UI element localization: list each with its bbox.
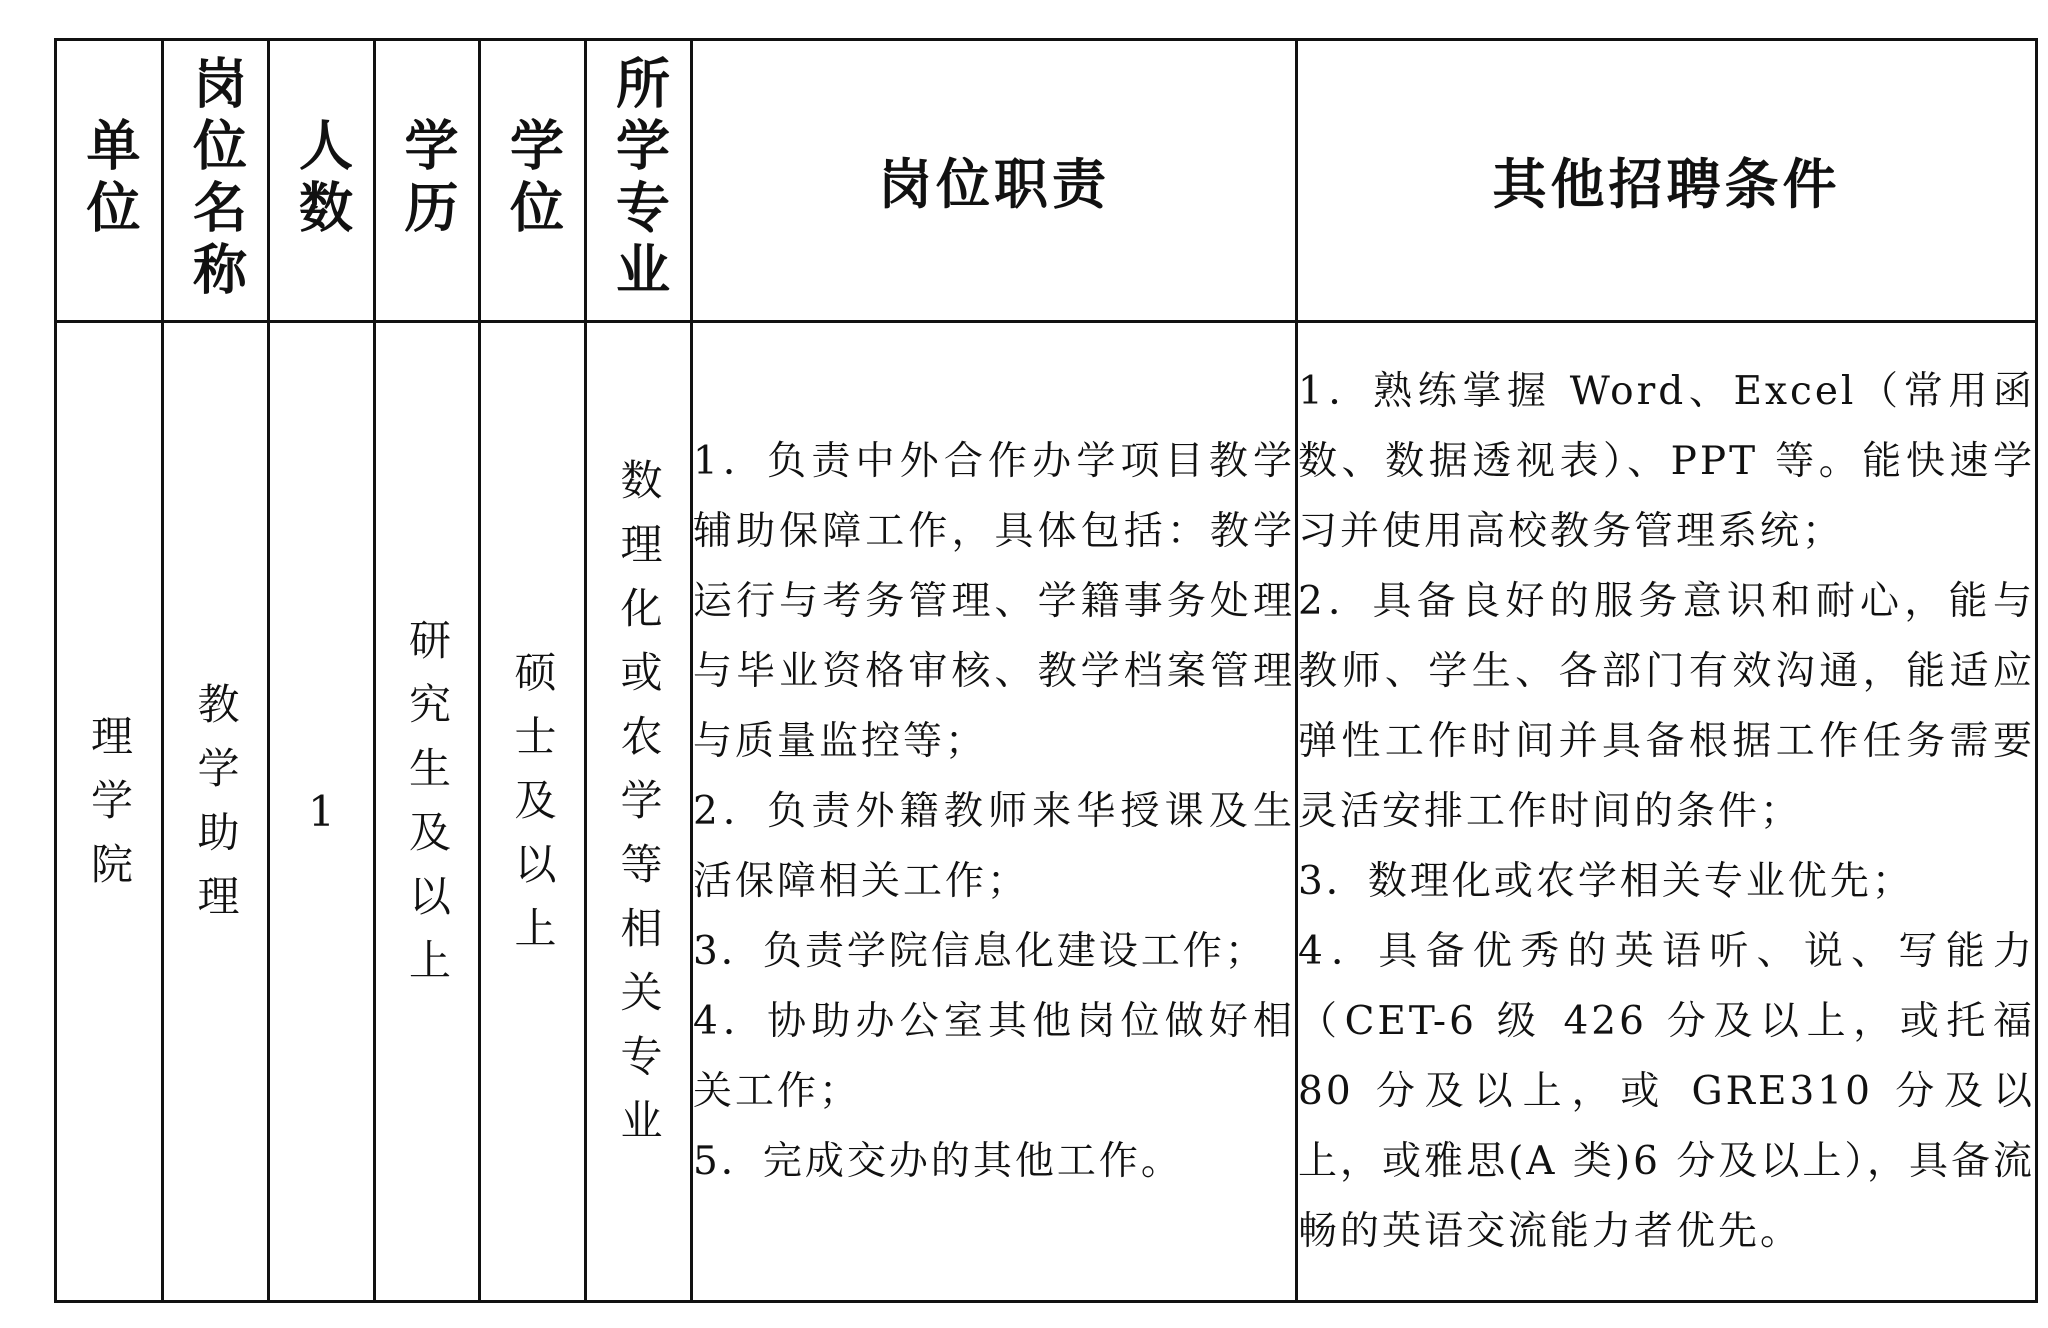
header-duties: 岗位职责 bbox=[692, 40, 1297, 322]
header-degree: 学位 bbox=[480, 40, 586, 322]
header-position-name: 岗位名称 bbox=[163, 40, 269, 322]
duty-item: 5．完成交办的其他工作。 bbox=[693, 1138, 1183, 1184]
condition-item: 1．熟练掌握 Word、Excel（常用函数、数据透视表）、PPT 等。能快速学习并使用高校教务管理系统； bbox=[1298, 368, 2035, 554]
condition-item: 2．具备良好的服务意识和耐心，能与教师、学生、各部门有效沟通，能适应弹性工作时间并具备根据工作任务需要灵活安排工作时间的条件； bbox=[1298, 578, 2035, 834]
cell-position-name: 教学助理 bbox=[163, 322, 269, 1302]
duty-item: 2．负责外籍教师来华授课及生活保障相关工作； bbox=[693, 788, 1295, 904]
recruitment-table bbox=[54, 38, 2038, 1303]
condition-item: 4．具备优秀的英语听、说、写能力（CET-6 级 426 分及以上，或托福 80 分及以上，或 GRE310 分及以上，或雅思(A 类)6 分及以上），具备流畅的英语交流能力者优先。 bbox=[1298, 928, 2035, 1254]
cell-duties bbox=[692, 322, 1297, 1302]
cell-count: 1 bbox=[269, 322, 375, 1302]
cell-major: 数理化或农学等相关专业 bbox=[586, 322, 692, 1302]
cell-degree: 硕士及以上 bbox=[480, 322, 586, 1302]
condition-item: 3．数理化或农学相关专业优先； bbox=[1298, 858, 1914, 904]
duty-item: 3．负责学院信息化建设工作； bbox=[693, 928, 1267, 974]
table-row bbox=[56, 322, 2037, 1302]
duty-item: 4．协助办公室其他岗位做好相关工作； bbox=[693, 998, 1295, 1114]
header-row bbox=[56, 40, 2037, 322]
cell-unit: 理学院 bbox=[56, 322, 163, 1302]
header-unit: 单位 bbox=[56, 40, 163, 322]
header-count: 人数 bbox=[269, 40, 375, 322]
header-education: 学历 bbox=[375, 40, 480, 322]
cell-other-conditions bbox=[1297, 322, 2037, 1302]
cell-education: 研究生及以上 bbox=[375, 322, 480, 1302]
header-major: 所学专业 bbox=[586, 40, 692, 322]
duty-item: 1．负责中外合作办学项目教学辅助保障工作，具体包括：教学运行与考务管理、学籍事务处理与毕业资格审核、教学档案管理与质量监控等； bbox=[693, 438, 1295, 764]
header-other-conditions: 其他招聘条件 bbox=[1297, 40, 2037, 322]
